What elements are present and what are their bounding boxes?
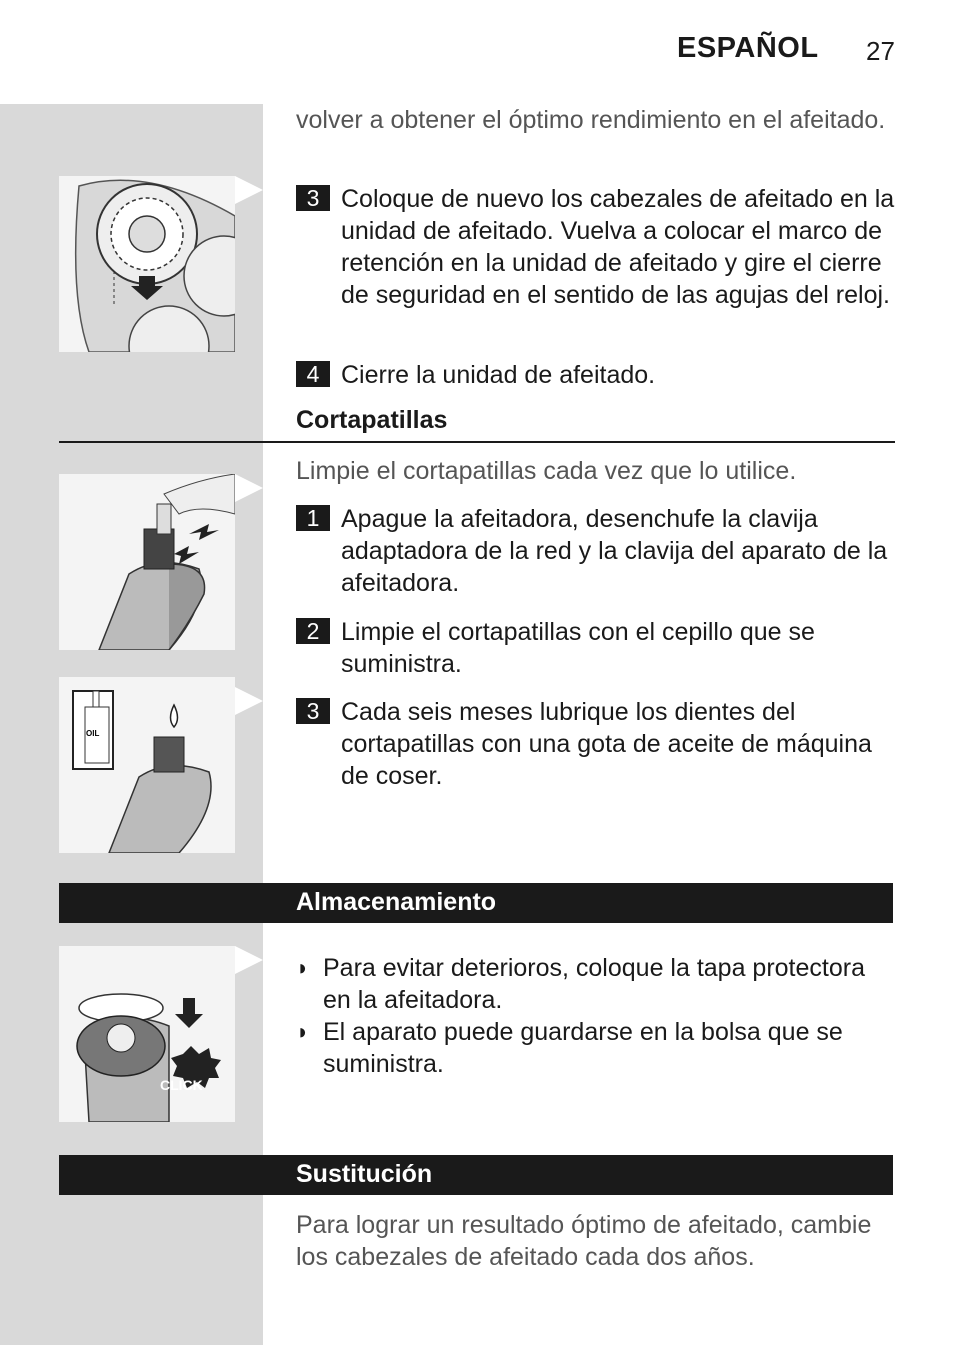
step-item	[296, 503, 896, 599]
section-rule	[59, 441, 895, 443]
replacement-heading: Sustitución	[296, 1160, 433, 1188]
step-number: 4	[296, 361, 330, 387]
step-number: 2	[296, 618, 330, 644]
illustration-pointer	[235, 946, 263, 974]
storage-heading: Almacenamiento	[296, 888, 497, 916]
step-item	[296, 183, 896, 311]
intro-text: volver a obtener el óptimo rendimiento en el afeitado.	[296, 106, 886, 134]
step-text: Cada seis meses lubrique los dientes del cortapatillas con una gota de aceite de máquina de coser.	[341, 698, 872, 790]
replacement-heading-bar	[59, 1155, 893, 1195]
replacement-text: Para lograr un resultado óptimo de afeitado, cambie los cabezales de afeitado cada dos años.	[296, 1211, 872, 1271]
oil-label: OIL	[86, 729, 100, 738]
bullet-item	[296, 1016, 896, 1080]
shaving-head-illustration	[59, 176, 235, 352]
trimmer-brush-illustration	[59, 474, 235, 650]
bullet-text: Para evitar deterioros, coloque la tapa protectora en la afeitadora.	[323, 954, 865, 1014]
step-text: Limpie el cortapatillas con el cepillo que se suministra.	[341, 618, 815, 678]
step-item	[296, 359, 896, 391]
bullet-text: El aparato puede guardarse en la bolsa que se suministra.	[323, 1018, 843, 1078]
step-number: 3	[296, 698, 330, 724]
bullet-marker: ◗	[296, 955, 310, 980]
bullet-marker: ◗	[296, 1019, 310, 1044]
illustration-pointer	[235, 176, 263, 204]
protective-cap-illustration	[59, 946, 235, 1122]
step-number: 3	[296, 185, 330, 211]
click-label: CLICK	[160, 1077, 203, 1093]
step-text: Apague la afeitadora, desenchufe la clavija adaptadora de la red y la clavija del aparato de la afeitadora.	[341, 505, 888, 597]
step-item	[296, 616, 896, 680]
trimmer-oil-illustration	[59, 677, 235, 853]
trimmer-heading: Cortapatillas	[296, 406, 448, 434]
illustration-pointer	[235, 687, 263, 715]
step-number: 1	[296, 505, 330, 531]
illustration-pointer	[235, 474, 263, 502]
step-text: Cierre la unidad de afeitado.	[341, 361, 656, 389]
step-item	[296, 696, 896, 792]
language-header: ESPAÑOL	[677, 32, 819, 64]
trimmer-intro: Limpie el cortapatillas cada vez que lo utilice.	[296, 457, 797, 485]
bullet-item	[296, 952, 896, 1016]
storage-heading-bar	[59, 883, 893, 923]
step-text: Coloque de nuevo los cabezales de afeitado en la unidad de afeitado. Vuelva a colocar el marco de retención en la unidad de afeitado y gire el cierre de seguridad en el sentido de las agujas del reloj.	[341, 185, 895, 309]
page-number: 27	[866, 36, 895, 66]
